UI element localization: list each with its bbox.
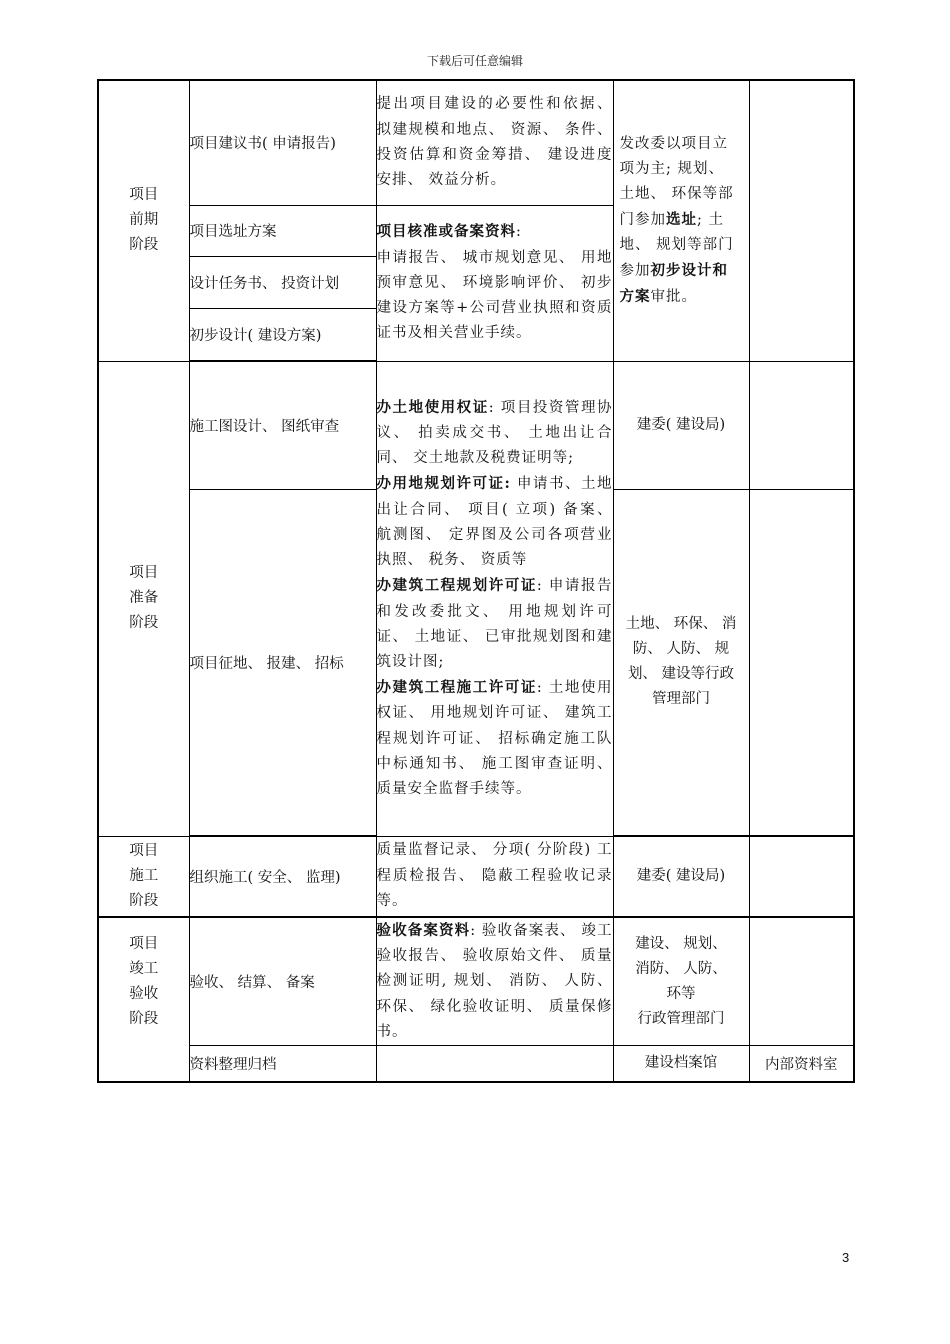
materials-cell: 提出项目建设的必要性和依据、 拟建规模和地点、 资源、 条件、 投资估算和资金筹措、 建设进度安排、 效益分析。 — [376, 80, 613, 205]
materials-cell: 验收备案资料: 验收备案表、 竣工验收报告、 验收原始文件、 质量检测证明, 规划、 消防、 人防、 环保、 绿化验收证明、 质量保修书。 — [376, 917, 613, 1046]
table-row — [98, 361, 854, 489]
archive-cell — [749, 917, 854, 1046]
stage-prep-label: 项目 准备 阶段 — [98, 361, 189, 836]
dept-cell: 发改委以项目立项为主; 规划、 土地、 环保等部门参加选址; 土地、 规划等部门参加初步设计和方案审批。 — [613, 80, 749, 361]
task-cell: 验收、 结算、 备案 — [189, 917, 376, 1046]
task-cell: 项目建议书( 申请报告) — [189, 80, 376, 205]
materials-cell: 质量监督记录、 分项( 分阶段) 工程质检报告、 隐蔽工程验收记录等。 — [376, 836, 613, 917]
table-row — [98, 80, 854, 205]
archive-cell — [749, 361, 854, 489]
task-cell: 项目选址方案 — [189, 205, 376, 256]
task-cell: 组织施工( 安全、 监理) — [189, 836, 376, 917]
stage-pre-label: 项目 前期 阶段 — [98, 80, 189, 361]
archive-cell: 内部资料室 — [749, 1046, 854, 1082]
task-cell: 设计任务书、 投资计划 — [189, 256, 376, 308]
table-row — [98, 836, 854, 917]
materials-cell: 办土地使用权证: 项目投资管理协议、 拍卖成交书、 土地出让合同、 交土地款及税费证明等; 办用地规划许可证: 申请书、土地出让合同、 项目( 立项) 备案、 航测图、 定界图及公司各项营业执照、 税务、 资质等 办建筑工程规划许可证: 申请报告和发改委批文、 用地规划许可证、 土地证、 已审批规划图和建筑设计图; 办建筑工程施工许可证: 土地使用权证、 用地规划许可证、 建筑工程规划许可证、 招标确定施工队中标通知书、 施工图审查证明、 质量安全监督手续等。 — [376, 361, 613, 836]
task-cell: 初步设计( 建设方案) — [189, 308, 376, 361]
dept-cell: 建设档案馆 — [613, 1046, 749, 1082]
archive-cell — [749, 489, 854, 836]
archive-cell — [749, 836, 854, 917]
dept-cell: 建委( 建设局) — [613, 361, 749, 489]
dept-cell: 土地、 环保、 消防、 人防、 规划、 建设等行政管理部门 — [613, 489, 749, 836]
table-row — [98, 1046, 854, 1082]
header-note: 下载后可任意编辑 — [426, 54, 523, 68]
dept-cell: 建委( 建设局) — [613, 836, 749, 917]
archive-cell — [749, 80, 854, 361]
stage-build-label: 项目 施工 阶段 — [98, 836, 189, 917]
task-cell: 施工图设计、 图纸审查 — [189, 361, 376, 489]
materials-cell: 项目核准或备案资料: 申请报告、 城市规划意见、 用地预审意见、 环境影响评价、 初步建设方案等+公司营业执照和资质证书及相关营业手续。 — [376, 205, 613, 361]
page-number: 3 — [842, 1250, 850, 1265]
task-cell: 项目征地、 报建、 招标 — [189, 489, 376, 836]
stage-accept-label: 项目 竣工 验收 阶段 — [98, 917, 189, 1046]
project-stage-table — [97, 79, 855, 1083]
stage-accept-spacer — [98, 1046, 189, 1082]
task-cell: 资料整理归档 — [189, 1046, 376, 1082]
materials-cell — [376, 1046, 613, 1082]
dept-cell: 建设、 规划、 消防、 人防、 环等 行政管理部门 — [613, 917, 749, 1046]
table-row — [98, 917, 854, 1046]
